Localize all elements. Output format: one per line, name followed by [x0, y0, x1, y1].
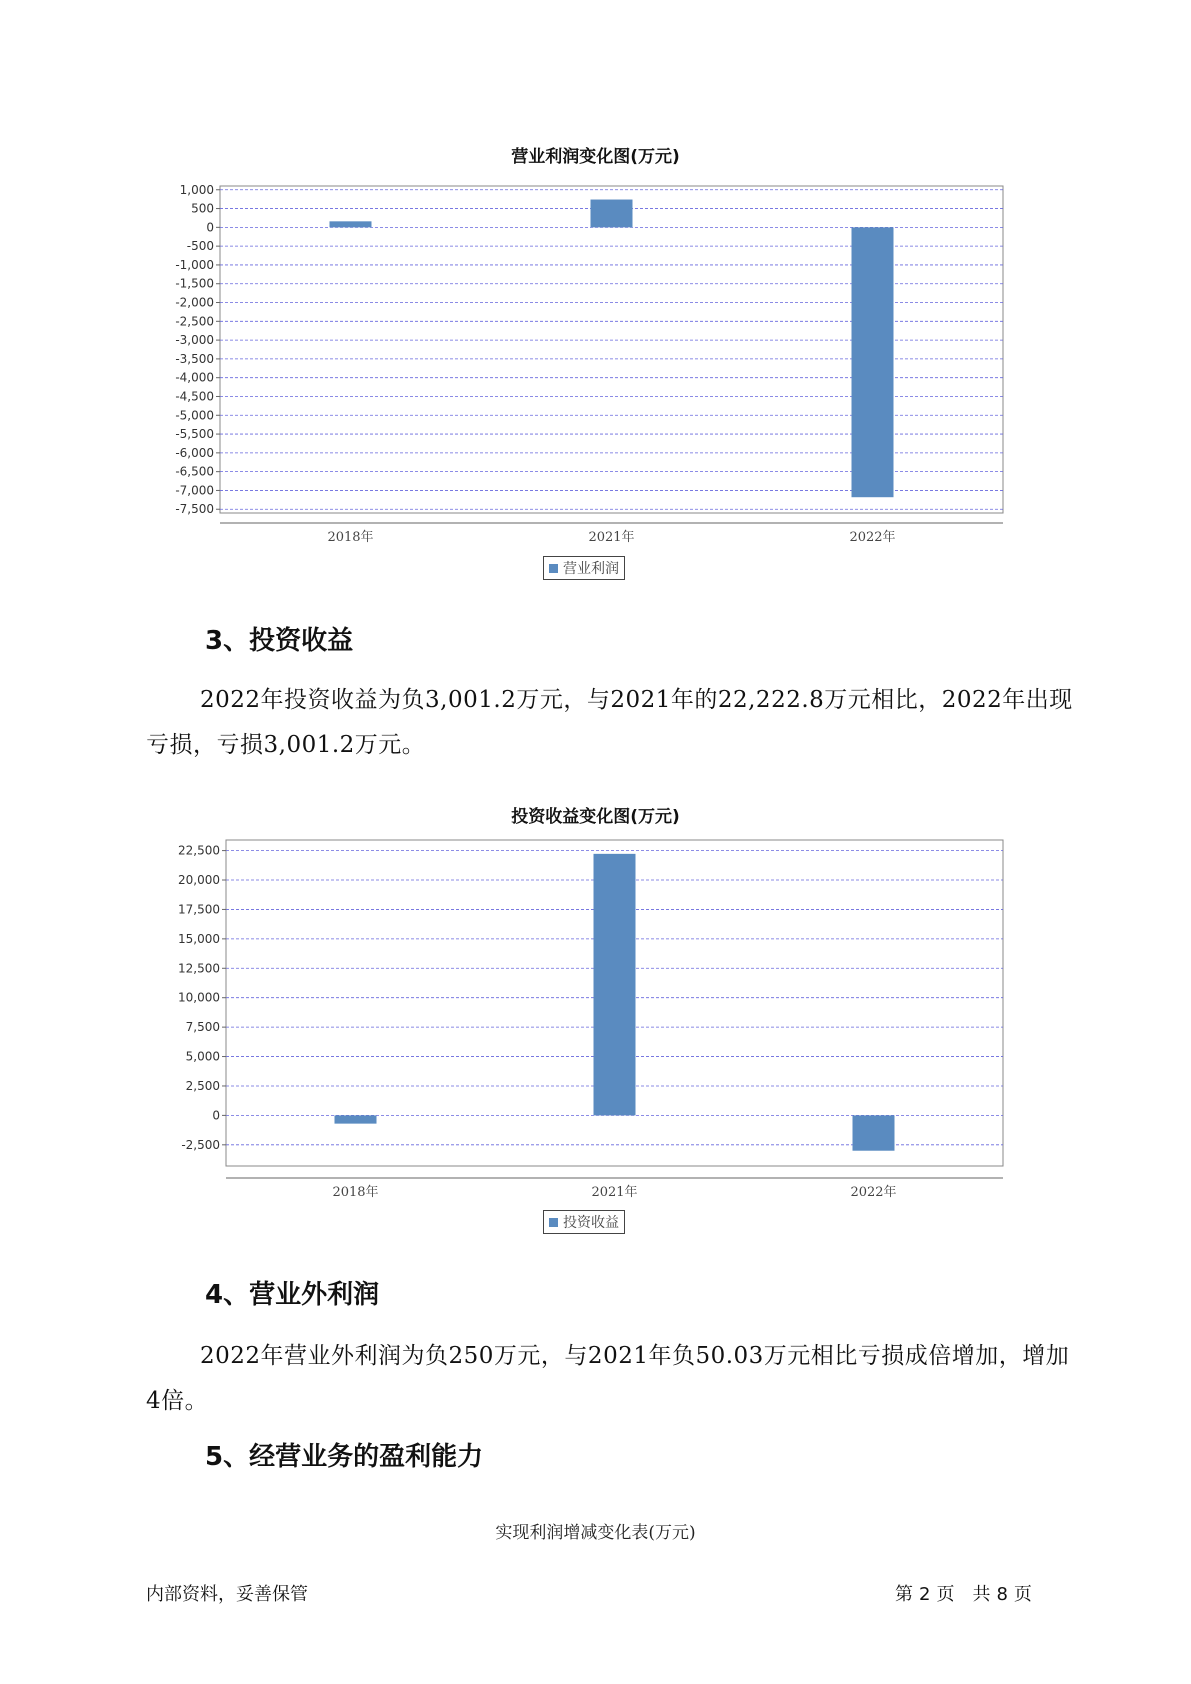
chart1-ytick-label: -2,000 [175, 295, 214, 310]
chart1-ytick-label: 1,000 [179, 182, 214, 197]
chart1-ytick-label: -500 [186, 239, 214, 254]
chart2-ytick-label: 12,500 [178, 961, 220, 976]
chart1-ytick-label: -3,500 [175, 351, 214, 366]
chart1-bar-2 [852, 227, 894, 497]
chart2-plot [0, 840, 1191, 1202]
chart2-ytick-label: 5,000 [185, 1049, 220, 1064]
chart2-ytick-label: 10,000 [178, 990, 220, 1005]
chart1-bar-0 [330, 221, 372, 227]
chart1-ytick-label: -1,000 [175, 257, 214, 272]
legend-swatch-icon [549, 564, 558, 573]
chart1-ytick-label: 0 [206, 220, 214, 235]
chart2-legend-label: 投资收益 [563, 1215, 619, 1231]
chart1-category-label-0: 2018年 [327, 530, 374, 545]
chart1-ytick-label: -4,000 [175, 370, 214, 385]
chart1-category-label-2: 2022年 [849, 530, 896, 545]
chart2-ytick-label: 15,000 [178, 931, 220, 946]
chart2-bar-2 [853, 1115, 895, 1150]
chart2-bar-1 [594, 854, 636, 1116]
page-total: 8 [996, 1584, 1008, 1605]
chart2-ytick-label: -2,500 [181, 1137, 220, 1152]
chart1-legend-label: 营业利润 [563, 561, 619, 577]
section-heading-non-operating-profit: 4、营业外利润 [205, 1280, 380, 1310]
chart2-ytick-label: 2,500 [185, 1078, 220, 1093]
chart1-ytick-label: -2,500 [175, 314, 214, 329]
chart1-ytick-label: -6,500 [175, 464, 214, 479]
chart2-ytick-label: 7,500 [185, 1020, 220, 1035]
chart1-ytick-label: -3,000 [175, 333, 214, 348]
chart1-ytick-label: -7,000 [175, 483, 214, 498]
chart2-ytick-label: 0 [212, 1108, 220, 1123]
chart2-category-label-1: 2021年 [591, 1185, 638, 1200]
chart1-ytick-label: -5,000 [175, 408, 214, 423]
paragraph-investment-income: 2022年投资收益为负3,001.2万元，与2021年的22,222.8万元相比，2022年出现亏损，亏损3,001.2万元。 [146, 687, 1073, 758]
section-heading-operating-profitability: 5、经营业务的盈利能力 [205, 1442, 484, 1472]
page-current: 2 [919, 1584, 931, 1605]
chart1-legend [543, 556, 625, 580]
chart1-ytick-label: -4,500 [175, 389, 214, 404]
table-caption: 实现利润增减变化表(万元) [495, 1523, 696, 1543]
chart1-plot [0, 180, 1191, 545]
chart2-ytick-label: 22,500 [178, 843, 220, 858]
chart2-legend [543, 1210, 625, 1234]
chart1-ytick-label: 500 [191, 201, 214, 216]
chart2-category-label-2: 2022年 [850, 1185, 897, 1200]
section-heading-investment-income: 3、投资收益 [205, 626, 354, 656]
chart2-ytick-label: 20,000 [178, 873, 220, 888]
chart1-ytick-label: -5,500 [175, 427, 214, 442]
chart1-bar-1 [591, 200, 633, 228]
page-prefix: 第 [895, 1584, 913, 1605]
chart1-title: 营业利润变化图(万元) [511, 147, 680, 167]
chart2-title: 投资收益变化图(万元) [511, 807, 680, 827]
page-mid: 页 共 [936, 1584, 991, 1605]
chart1-category-label-1: 2021年 [588, 530, 635, 545]
chart1-ytick-label: -6,000 [175, 445, 214, 460]
chart2-category-label-0: 2018年 [332, 1185, 379, 1200]
chart1-ytick-label: -1,500 [175, 276, 214, 291]
chart2-ytick-label: 17,500 [178, 902, 220, 917]
legend-swatch-icon [549, 1218, 558, 1227]
footer-page-number [895, 1580, 1038, 1606]
chart2-bar-0 [335, 1115, 377, 1123]
footer-confidential-note: 内部资料，妥善保管 [146, 1584, 308, 1605]
paragraph-non-operating-profit: 2022年营业外利润为负250万元，与2021年负50.03万元相比亏损成倍增加，增加4倍。 [146, 1343, 1070, 1414]
chart1-ytick-label: -7,500 [175, 502, 214, 517]
page-suffix: 页 [1013, 1584, 1032, 1605]
